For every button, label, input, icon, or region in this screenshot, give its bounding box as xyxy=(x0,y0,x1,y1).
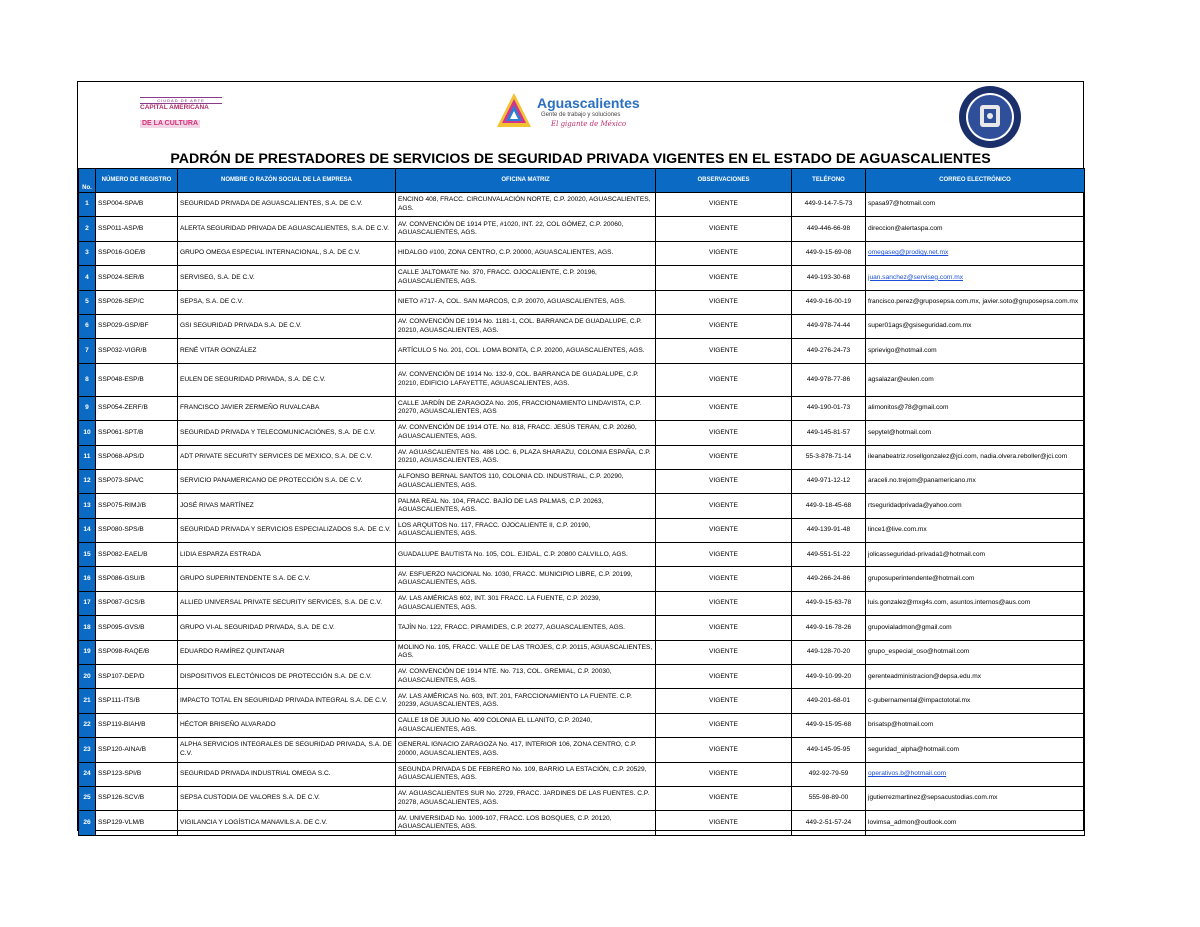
row-number: 21 xyxy=(79,689,96,713)
row-number: 11 xyxy=(79,445,96,469)
col-header-no: No. xyxy=(79,169,96,193)
correo-cell[interactable]: juan.sanchez@serviseg.com.mx xyxy=(866,266,1085,290)
telefono-cell: 492-92-79-59 xyxy=(792,762,866,786)
empresa-cell: SEGURIDAD PRIVADA Y TELECOMUNICACIÓNES, S.A. DE C.V. xyxy=(178,421,396,445)
empresa-cell: SERVICIO PANAMERICANO DE PROTECCIÓN S.A. DE C.V. xyxy=(178,469,396,493)
oficina-cell: SEGUNDA PRIVADA 5 DE FEBRERO No. 109, BARRIO LA ESTACIÓN, C.P. 20529, AGUASCALIENTES, AGS. xyxy=(396,762,656,786)
telefono-cell: 449-978-74-44 xyxy=(792,314,866,338)
observaciones-cell: VIGENTE xyxy=(656,811,792,835)
aguascalientes-logo xyxy=(495,91,650,135)
empresa-cell: VIGILANCIA Y LOGÍSTICA MANAVILS.A. DE C.V. xyxy=(178,811,396,835)
row-number: 19 xyxy=(79,640,96,664)
table-row xyxy=(79,738,1085,762)
correo-cell: direccion@alertaspa.com xyxy=(866,217,1085,241)
logo-left-top-text: CIUDAD DE ARTE xyxy=(140,97,222,104)
telefono-cell: 449-276-24-73 xyxy=(792,339,866,363)
empresa-cell: SEGURIDAD PRIVADA Y SERVICIOS ESPECIALIZADOS S.A. DE C.V. xyxy=(178,518,396,542)
col-header-oficina: OFICINA MATRIZ xyxy=(396,169,656,193)
observaciones-cell: VIGENTE xyxy=(656,445,792,469)
observaciones-cell: VIGENTE xyxy=(656,266,792,290)
table-row xyxy=(79,713,1085,737)
empresa-cell: ALERTA SEGURIDAD PRIVADA DE AGUASCALIENTES, S.A. DE C.V. xyxy=(178,217,396,241)
registro-cell: SSP061-SPT/B xyxy=(96,421,178,445)
empresa-cell: IMPACTO TOTAL EN SEGURIDAD PRIVADA INTEGRAL S.A. DE C.V. xyxy=(178,689,396,713)
oficina-cell: AV. CONVENCIÓN DE 1914 No. 1181-1, COL. BARRANCA DE GUADALUPE, C.P. 20210, AGUASCALIENTES, AGS. xyxy=(396,314,656,338)
registro-cell: SSP048-ESP/B xyxy=(96,363,178,396)
col-header-empresa: NOMBRE O RAZÓN SOCIAL DE LA EMPRESA xyxy=(178,169,396,193)
logo-center-name: Aguascalientes xyxy=(537,95,640,111)
registro-cell: SSP073-SPA/C xyxy=(96,469,178,493)
observaciones-cell: VIGENTE xyxy=(656,363,792,396)
correo-cell: alimonitos@78@gmail.com xyxy=(866,396,1085,420)
observaciones-cell: VIGENTE xyxy=(656,786,792,810)
logo-left-line1: CAPITAL AMERICANA xyxy=(140,104,209,111)
row-number: 7 xyxy=(79,339,96,363)
table-row xyxy=(79,665,1085,689)
empresa-cell: FRANCISCO JAVIER ZERMEÑO RUVALCABA xyxy=(178,396,396,420)
table-row xyxy=(79,339,1085,363)
telefono-cell: 449-9-16-00-19 xyxy=(792,290,866,314)
empresa-cell: ALPHA SERVICIOS INTEGRALES DE SEGURIDAD PRIVADA, S.A. DE C.V. xyxy=(178,738,396,762)
observaciones-cell: VIGENTE xyxy=(656,616,792,640)
correo-cell: gruposuperintendente@hotmail.com xyxy=(866,567,1085,591)
table-row xyxy=(79,494,1085,518)
row-number: 16 xyxy=(79,567,96,591)
empresa-cell: DISPOSITIVOS ELECTÓNICOS DE PROTECCIÓN S.A. DE C.V. xyxy=(178,665,396,689)
oficina-cell: PALMA REAL No. 104, FRACC. BAJÍO DE LAS PALMAS, C.P. 20263, AGUASCALIENTES, AGS. xyxy=(396,494,656,518)
correo-cell: gerenteadministracion@depsa.edu.mx xyxy=(866,665,1085,689)
oficina-cell: ARTÍCULO 5 No. 201, COL. LOMA BONITA, C.P. 20200, AGUASCALIENTES, AGS. xyxy=(396,339,656,363)
observaciones-cell: VIGENTE xyxy=(656,567,792,591)
oficina-cell: GUADALUPE BAUTISTA No. 105, COL. EJIDAL, C.P. 20800 CALVILLO, AGS. xyxy=(396,543,656,567)
oficina-cell: CALLE JALTOMATE No. 370, FRACC. OJOCALIENTE, C.P. 20196, AGUASCALIENTES, AGS. xyxy=(396,266,656,290)
correo-cell: seguridad_alpha@hotmail.com xyxy=(866,738,1085,762)
empresa-cell: SEPSA CUSTODIA DE VALORES S.A. DE C.V. xyxy=(178,786,396,810)
registro-cell: SSP068-APS/D xyxy=(96,445,178,469)
table-row xyxy=(79,591,1085,615)
observaciones-cell: VIGENTE xyxy=(656,640,792,664)
registro-cell: SSP119-BIAH/B xyxy=(96,713,178,737)
row-number: 3 xyxy=(79,241,96,265)
correo-cell: c-gubernamental@impactototal.mx xyxy=(866,689,1085,713)
oficina-cell: AV. LAS AMÉRICAS 602, INT. 301 FRACC. LA FUENTE, C.P. 20239, AGUASCALIENTES, AGS. xyxy=(396,591,656,615)
providers-table xyxy=(78,168,1085,836)
correo-cell[interactable]: operativos.b@hotmail.com xyxy=(866,762,1085,786)
table-row xyxy=(79,266,1085,290)
row-number: 14 xyxy=(79,518,96,542)
row-number: 24 xyxy=(79,762,96,786)
telefono-cell: 449-128-70-20 xyxy=(792,640,866,664)
registro-cell: SSP054-ZERF/B xyxy=(96,396,178,420)
oficina-cell: MOLINO No. 105, FRACC. VALLE DE LAS TROJES, C.P. 20115, AGUASCALIENTES, AGS. xyxy=(396,640,656,664)
correo-cell: rtseguridadprivada@yahoo.com xyxy=(866,494,1085,518)
table-row xyxy=(79,640,1085,664)
observaciones-cell: VIGENTE xyxy=(656,241,792,265)
telefono-cell: 449-201-68-01 xyxy=(792,689,866,713)
observaciones-cell: VIGENTE xyxy=(656,193,792,217)
observaciones-cell: VIGENTE xyxy=(656,339,792,363)
oficina-cell: ENCINO 408, FRACC. CIRCUNVALACIÓN NORTE, C.P. 20020, AGUASCALIENTES, AGS. xyxy=(396,193,656,217)
observaciones-cell: VIGENTE xyxy=(656,713,792,737)
correo-cell: brisatsp@hotmail.com xyxy=(866,713,1085,737)
observaciones-cell: VIGENTE xyxy=(656,591,792,615)
table-row xyxy=(79,689,1085,713)
telefono-cell: 449-9-14-7-5-73 xyxy=(792,193,866,217)
empresa-cell: GSI SEGURIDAD PRIVADA S.A. DE C.V. xyxy=(178,314,396,338)
correo-cell: jgutierrezmartinez@sepsacustodias.com.mx xyxy=(866,786,1085,810)
telefono-cell: 555-98-89-00 xyxy=(792,786,866,810)
registro-cell: SSP016-GOE/B xyxy=(96,241,178,265)
oficina-cell: AV. CONVENCIÓN DE 1914 NTE. No. 713, COL. GREMIAL, C.P. 20030, AGUASCALIENTES, AGS. xyxy=(396,665,656,689)
oficina-cell: AV. AGUASCALIENTES No. 486 LOC. 6, PLAZA SHARAZU, COLONIA ESPAÑA, C.P. 20210, AGUASCALIENTES, AGS. xyxy=(396,445,656,469)
oficina-cell: AV. CONVENCIÓN DE 1914 OTE. No. 818, FRACC. JESÚS TERAN, C.P. 20260, AGUASCALIENTES, AGS. xyxy=(396,421,656,445)
telefono-cell: 449-145-95-95 xyxy=(792,738,866,762)
col-header-registro: NÚMERO DE REGISTRO xyxy=(96,169,178,193)
observaciones-cell: VIGENTE xyxy=(656,665,792,689)
oficina-cell: GENERAL IGNACIO ZARAGOZA No. 417, INTERIOR 106, ZONA CENTRO, C.P. 20000, AGUASCALIENTES, AGS. xyxy=(396,738,656,762)
table-row xyxy=(79,445,1085,469)
table-row xyxy=(79,421,1085,445)
registro-cell: SSP086-GSU/B xyxy=(96,567,178,591)
table-row xyxy=(79,469,1085,493)
telefono-cell: 449-551-51-22 xyxy=(792,543,866,567)
oficina-cell: HIDALGO #100, ZONA CENTRO, C.P. 20000, AGUASCALIENTES, AGS. xyxy=(396,241,656,265)
logo-center-tagline: Gente de trabajo y soluciones xyxy=(541,112,621,118)
correo-cell: super01ags@gsiseguridad.com.mx xyxy=(866,314,1085,338)
aguascalientes-mark-icon xyxy=(495,91,533,129)
oficina-cell: AV. UNIVERSIDAD No. 1009-107, FRACC. LOS BOSQUES, C.P. 20120, AGUASCALIENTES, AGS. xyxy=(396,811,656,835)
telefono-cell: 449-193-30-68 xyxy=(792,266,866,290)
registro-cell: SSP024-SER/B xyxy=(96,266,178,290)
observaciones-cell: VIGENTE xyxy=(656,421,792,445)
telefono-cell: 55-3-878-71-14 xyxy=(792,445,866,469)
correo-cell: jolicasseguridad-privada1@hotmail.com xyxy=(866,543,1085,567)
row-number: 17 xyxy=(79,591,96,615)
empresa-cell: SEGURIDAD PRIVADA INDUSTRIAL OMEGA S.C. xyxy=(178,762,396,786)
telefono-cell: 449-266-24-86 xyxy=(792,567,866,591)
telefono-cell: 449-9-15-63-78 xyxy=(792,591,866,615)
telefono-cell: 449-978-77-86 xyxy=(792,363,866,396)
registro-cell: SSP129-VLM/B xyxy=(96,811,178,835)
col-header-telefono: TELÉFONO xyxy=(792,169,866,193)
table-row xyxy=(79,811,1085,835)
empresa-cell: GRUPO OMEGA ESPECIAL INTERNACIONAL, S.A. DE C.V. xyxy=(178,241,396,265)
correo-cell: ileanabeatriz.rosellgonzalez@jci.com, nadia.olvera.reboller@jci.com xyxy=(866,445,1085,469)
observaciones-cell: VIGENTE xyxy=(656,494,792,518)
col-header-observaciones: OBSERVACIONES xyxy=(656,169,792,193)
telefono-cell: 449-446-66-98 xyxy=(792,217,866,241)
table-row xyxy=(79,786,1085,810)
telefono-cell: 449-9-16-78-26 xyxy=(792,616,866,640)
correo-cell: francisco.perez@gruposepsa.com.mx, javier.soto@gruposepsa.com.mx xyxy=(866,290,1085,314)
row-number: 10 xyxy=(79,421,96,445)
correo-cell: spasa97@hotmail.com xyxy=(866,193,1085,217)
registro-cell: SSP004-SPA/B xyxy=(96,193,178,217)
table-row xyxy=(79,290,1085,314)
registro-cell: SSP126-SCV/B xyxy=(96,786,178,810)
col-header-correo: CORREO ELECTRÓNICO xyxy=(866,169,1085,193)
row-number: 25 xyxy=(79,786,96,810)
empresa-cell: EDUARDO RAMÍREZ QUINTANAR xyxy=(178,640,396,664)
telefono-cell: 449-971-12-12 xyxy=(792,469,866,493)
row-number: 18 xyxy=(79,616,96,640)
telefono-cell: 449-9-15-69-08 xyxy=(792,241,866,265)
correo-cell[interactable]: omegaseg@prodigy.net.mx xyxy=(866,241,1085,265)
table-row xyxy=(79,567,1085,591)
table-row xyxy=(79,518,1085,542)
empresa-cell: SEPSA, S.A. DE C.V. xyxy=(178,290,396,314)
empresa-cell: EULEN DE SEGURIDAD PRIVADA, S.A. DE C.V. xyxy=(178,363,396,396)
correo-cell: luis.gonzalez@mxg4s.com, asuntos.internos@aus.com xyxy=(866,591,1085,615)
correo-cell: araceli.no.trejom@panamericano.mx xyxy=(866,469,1085,493)
registro-cell: SSP120-AINA/B xyxy=(96,738,178,762)
oficina-cell: AV. LAS AMÉRICAS No. 603, INT. 201, FARCCIONAMIENTO LA FUENTE. C.P. 20239, AGUASCALIENTES, AGS. xyxy=(396,689,656,713)
row-number: 9 xyxy=(79,396,96,420)
registro-cell: SSP111-ITS/B xyxy=(96,689,178,713)
observaciones-cell: VIGENTE xyxy=(656,290,792,314)
table-row xyxy=(79,762,1085,786)
observaciones-cell: VIGENTE xyxy=(656,518,792,542)
empresa-cell: GRUPO SUPERINTENDENTE S.A. DE C.V. xyxy=(178,567,396,591)
telefono-cell: 449-145-81-57 xyxy=(792,421,866,445)
oficina-cell: TAJÍN No. 122, FRACC. PIRAMIDES, C.P. 20277, AGUASCALIENTES, AGS. xyxy=(396,616,656,640)
empresa-cell: ALLIED UNIVERSAL PRIVATE SECURITY SERVICES, S.A. DE C.V. xyxy=(178,591,396,615)
table-row xyxy=(79,314,1085,338)
empresa-cell: LIDIA ESPARZA ESTRADA xyxy=(178,543,396,567)
empresa-cell: JOSÉ RIVAS MARTÍNEZ xyxy=(178,494,396,518)
row-number: 4 xyxy=(79,266,96,290)
registro-cell: SSP095-GVS/B xyxy=(96,616,178,640)
oficina-cell: AV. ESFUERZO NACIONAL No. 1030, FRACC. MUNICIPIO LIBRE, C.P. 20199, AGUASCALIENTES, AGS. xyxy=(396,567,656,591)
empresa-cell: GRUPO VI-AL SEGURIDAD PRIVADA, S.A. DE C.V. xyxy=(178,616,396,640)
registro-cell: SSP087-GCS/B xyxy=(96,591,178,615)
registro-cell: SSP032-VIGR/B xyxy=(96,339,178,363)
correo-cell: grupovialadmon@gmail.com xyxy=(866,616,1085,640)
empresa-cell: ADT PRIVATE SECURITY SERVICES DE MEXICO, S.A. DE C.V. xyxy=(178,445,396,469)
observaciones-cell: VIGENTE xyxy=(656,738,792,762)
observaciones-cell: VIGENTE xyxy=(656,762,792,786)
logo-center-slogan: El gigante de México xyxy=(551,120,627,128)
registro-cell: SSP098-RAQE/B xyxy=(96,640,178,664)
oficina-cell: AV. CONVENCIÓN DE 1914 No. 132-9, COL. BARRANCA DE GUADALUPE, C.P. 20210, EDIFICIO LAFAYETTE, AGUASCALIENTES, AGS. xyxy=(396,363,656,396)
oficina-cell: AV. AGUASCALIENTES SUR No. 2729, FRACC. JARDINES DE LAS FUENTES. C.P. 20278, AGUASCALIENTES, AGS. xyxy=(396,786,656,810)
table-row xyxy=(79,363,1085,396)
correo-cell: sepytel@hotmail.com xyxy=(866,421,1085,445)
row-number: 26 xyxy=(79,811,96,835)
row-number: 2 xyxy=(79,217,96,241)
row-number: 23 xyxy=(79,738,96,762)
registro-cell: SSP026-SEP/C xyxy=(96,290,178,314)
row-number: 8 xyxy=(79,363,96,396)
oficina-cell: CALLE 18 DE JULIO No. 409 COLONIA EL LLANITO, C.P. 20240, AGUASCALIENTES, AGS. xyxy=(396,713,656,737)
observaciones-cell: VIGENTE xyxy=(656,543,792,567)
empresa-cell: SERVISEG, S.A. DE C.V. xyxy=(178,266,396,290)
capital-cultura-logo xyxy=(140,97,222,125)
correo-cell: lovimsa_admon@outlook.com xyxy=(866,811,1085,835)
registro-cell: SSP029-GSP/BF xyxy=(96,314,178,338)
row-number: 5 xyxy=(79,290,96,314)
registro-cell: SSP080-SPS/B xyxy=(96,518,178,542)
registro-cell: SSP082-EAEL/B xyxy=(96,543,178,567)
empresa-cell: SEGURIDAD PRIVADA DE AGUASCALIENTES, S.A. DE C.V. xyxy=(178,193,396,217)
page-title: PADRÓN DE PRESTADORES DE SERVICIOS DE SEGURIDAD PRIVADA VIGENTES EN EL ESTADO DE AGUASCALIENTES xyxy=(170,151,991,167)
observaciones-cell: VIGENTE xyxy=(656,469,792,493)
telefono-cell: 449-9-10-99-20 xyxy=(792,665,866,689)
registro-cell: SSP123-SPI/B xyxy=(96,762,178,786)
telefono-cell: 449-139-91-48 xyxy=(792,518,866,542)
oficina-cell: ALFONSO BERNAL SANTOS 110, COLONIA CD. INDUSTRIAL, C.P. 20290, AGUASCALIENTES, AGS. xyxy=(396,469,656,493)
table-row xyxy=(79,396,1085,420)
registro-cell: SSP107-DEP/D xyxy=(96,665,178,689)
table-row xyxy=(79,616,1085,640)
table-row xyxy=(79,543,1085,567)
observaciones-cell: VIGENTE xyxy=(656,217,792,241)
oficina-cell: AV. CONVENCIÓN DE 1914 PTE, #1020, INT. 22, COL GÓMEZ, C.P. 20060, AGUASCALIENTES, AGS. xyxy=(396,217,656,241)
registro-cell: SSP011-ASP/B xyxy=(96,217,178,241)
observaciones-cell: VIGENTE xyxy=(656,314,792,338)
state-seal-icon xyxy=(958,85,1022,149)
row-number: 6 xyxy=(79,314,96,338)
telefono-cell: 449-2-51-57-24 xyxy=(792,811,866,835)
logo-left-line2: DE LA CULTURA xyxy=(142,120,198,127)
observaciones-cell: VIGENTE xyxy=(656,396,792,420)
table-row xyxy=(79,217,1085,241)
row-number: 20 xyxy=(79,665,96,689)
correo-cell: grupo_especial_oso@hotmail.com xyxy=(866,640,1085,664)
row-number: 22 xyxy=(79,713,96,737)
correo-cell: lince1@live.com.mx xyxy=(866,518,1085,542)
empresa-cell: RENÉ VITAR GONZÁLEZ xyxy=(178,339,396,363)
oficina-cell: LOS ARQUITOS No. 117, FRACC. OJOCALIENTE II, C.P. 20190, AGUASCALIENTES, AGS. xyxy=(396,518,656,542)
empresa-cell: HÉCTOR BRISEÑO ALVARADO xyxy=(178,713,396,737)
row-number: 15 xyxy=(79,543,96,567)
oficina-cell: CALLE JARDÍN DE ZARAGOZA No. 205, FRACCIONAMIENTO LINDAVISTA, C.P. 20270, AGUASCALIENTES, AGS xyxy=(396,396,656,420)
telefono-cell: 449-9-15-95-68 xyxy=(792,713,866,737)
row-number: 13 xyxy=(79,494,96,518)
row-number: 12 xyxy=(79,469,96,493)
registro-cell: SSP075-RIMJ/B xyxy=(96,494,178,518)
correo-cell: sprievigo@hotmail.com xyxy=(866,339,1085,363)
observaciones-cell: VIGENTE xyxy=(656,689,792,713)
correo-cell: agsalazar@eulen.com xyxy=(866,363,1085,396)
oficina-cell: NIETO #717- A, COL. SAN MARCOS, C.P. 20070, AGUASCALIENTES, AGS. xyxy=(396,290,656,314)
telefono-cell: 449-9-18-45-68 xyxy=(792,494,866,518)
row-number: 1 xyxy=(79,193,96,217)
table-header-row xyxy=(79,169,1085,193)
table-row xyxy=(79,241,1085,265)
telefono-cell: 449-190-01-73 xyxy=(792,396,866,420)
table-row xyxy=(79,193,1085,217)
